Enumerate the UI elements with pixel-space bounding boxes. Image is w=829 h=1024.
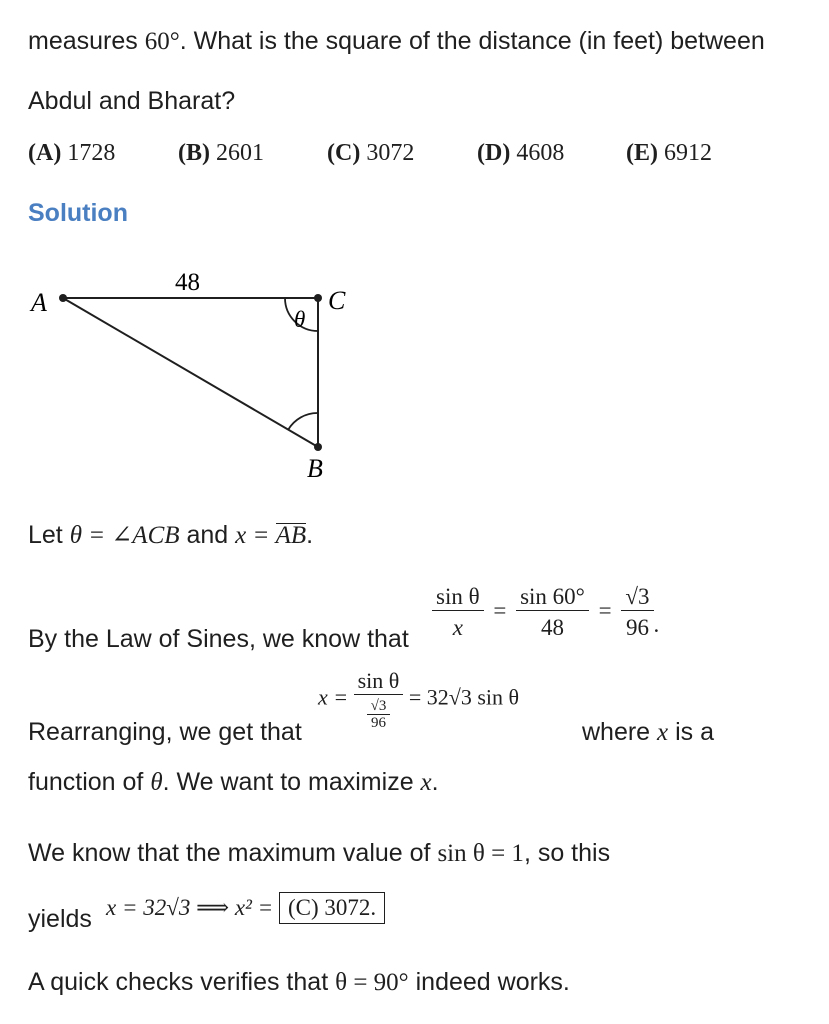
choice-d (477, 140, 564, 167)
choice-e (626, 140, 712, 167)
fraction-sin-over-root3-96 (354, 668, 404, 731)
point-c (314, 294, 322, 302)
choice-b-value: 2601 (216, 140, 264, 166)
choice-e-value: 6912 (664, 140, 712, 166)
point-a (59, 294, 67, 302)
choice-e-letter: (E) (626, 140, 658, 166)
angle-b-arc (288, 413, 318, 430)
rearranged-lhs: x = (318, 684, 349, 710)
fraction-3-denominator: 96 (621, 610, 653, 641)
choice-d-letter: (D) (477, 140, 511, 166)
function-middle: . We want to maximize (162, 768, 421, 796)
fraction-root3-over-96 (621, 584, 653, 641)
rearranged-denominator (354, 694, 404, 731)
point-b (314, 443, 322, 451)
fraction-2-numerator: sin 60° (520, 584, 585, 609)
check-suffix: indeed works. (408, 968, 570, 996)
problem-line-2: Abdul and Bharat? (28, 87, 236, 115)
let-and: and (179, 521, 236, 549)
choice-c-letter: (C) (327, 140, 361, 166)
label-c: C (328, 286, 346, 315)
law-of-sines-equation (432, 584, 659, 641)
equals-2: = (598, 597, 612, 623)
side-ab (63, 298, 318, 447)
choice-d-value: 4608 (516, 140, 565, 166)
label-b: B (307, 454, 323, 483)
choice-c (327, 140, 414, 167)
where-prefix: where (582, 718, 658, 746)
quick-check-line (28, 967, 570, 998)
x-definition: x = (235, 522, 276, 549)
problem-line-1-end: . What is the square of the distance (in feet) between (179, 27, 765, 55)
let-prefix: Let (28, 521, 70, 549)
choice-a-value: 1728 (67, 140, 116, 166)
choice-a-letter: (A) (28, 140, 62, 166)
fraction-3-numerator: √3 (625, 584, 650, 609)
where-clause (582, 717, 714, 748)
function-x: x (420, 769, 432, 796)
nested-fraction (367, 699, 391, 731)
check-prefix: A quick checks verifies that (28, 968, 336, 996)
let-end: . (306, 521, 314, 549)
label-side-48: 48 (175, 269, 200, 296)
choice-b-letter: (B) (178, 140, 210, 166)
equals-1: = (493, 597, 507, 623)
segment-ab: AB (275, 522, 307, 549)
sin-theta-equals-one: sin θ = 1 (437, 840, 524, 867)
fraction-sin60-over-48 (516, 584, 589, 641)
choice-b (178, 140, 264, 167)
solution-heading: Solution (28, 199, 128, 227)
maximum-prefix: We know that the maximum value of (28, 839, 438, 867)
where-suffix: is a (668, 718, 715, 746)
theta-equals-90: θ = 90° (335, 969, 409, 996)
nested-numerator: √3 (370, 698, 387, 714)
fraction-1-denominator: x (432, 610, 484, 641)
angle-value: 60° (144, 28, 180, 55)
fraction-1-numerator: sin θ (436, 584, 480, 609)
problem-line-1 (28, 26, 765, 57)
rearranged-equation (318, 668, 519, 731)
choice-a (28, 140, 115, 167)
yields-expression: x = 32√3 ⟹ x² = (106, 895, 274, 920)
where-x: x (657, 719, 669, 746)
fraction-2-denominator: 48 (516, 610, 589, 641)
rearranging-text: Rearranging, we get that (28, 718, 302, 746)
theta-definition: θ = ∠ACB (69, 522, 180, 549)
let-line (28, 520, 313, 551)
fraction-sin-theta-over-x (432, 584, 484, 641)
rearranged-rhs: = 32√3 sin θ (408, 684, 520, 710)
choice-c-value: 3072 (366, 140, 415, 166)
maximum-suffix: , so this (523, 839, 611, 867)
problem-line-1-start: measures (28, 27, 145, 55)
rearranged-numerator: sin θ (357, 668, 400, 693)
law-of-sines-text: By the Law of Sines, we know that (28, 625, 409, 653)
maximum-line (28, 838, 610, 869)
function-theta: θ (150, 769, 163, 796)
label-theta: θ (294, 307, 306, 332)
nested-denominator: 96 (367, 714, 391, 731)
function-end: . (431, 768, 439, 796)
boxed-answer: (C) 3072. (279, 892, 385, 924)
function-line (28, 767, 439, 798)
yields-text: yields (28, 905, 92, 933)
label-a: A (31, 288, 47, 317)
triangle-diagram (0, 255, 420, 495)
yields-equation (106, 892, 385, 924)
function-prefix: function of (28, 768, 151, 796)
law-end-period: . (653, 611, 660, 637)
